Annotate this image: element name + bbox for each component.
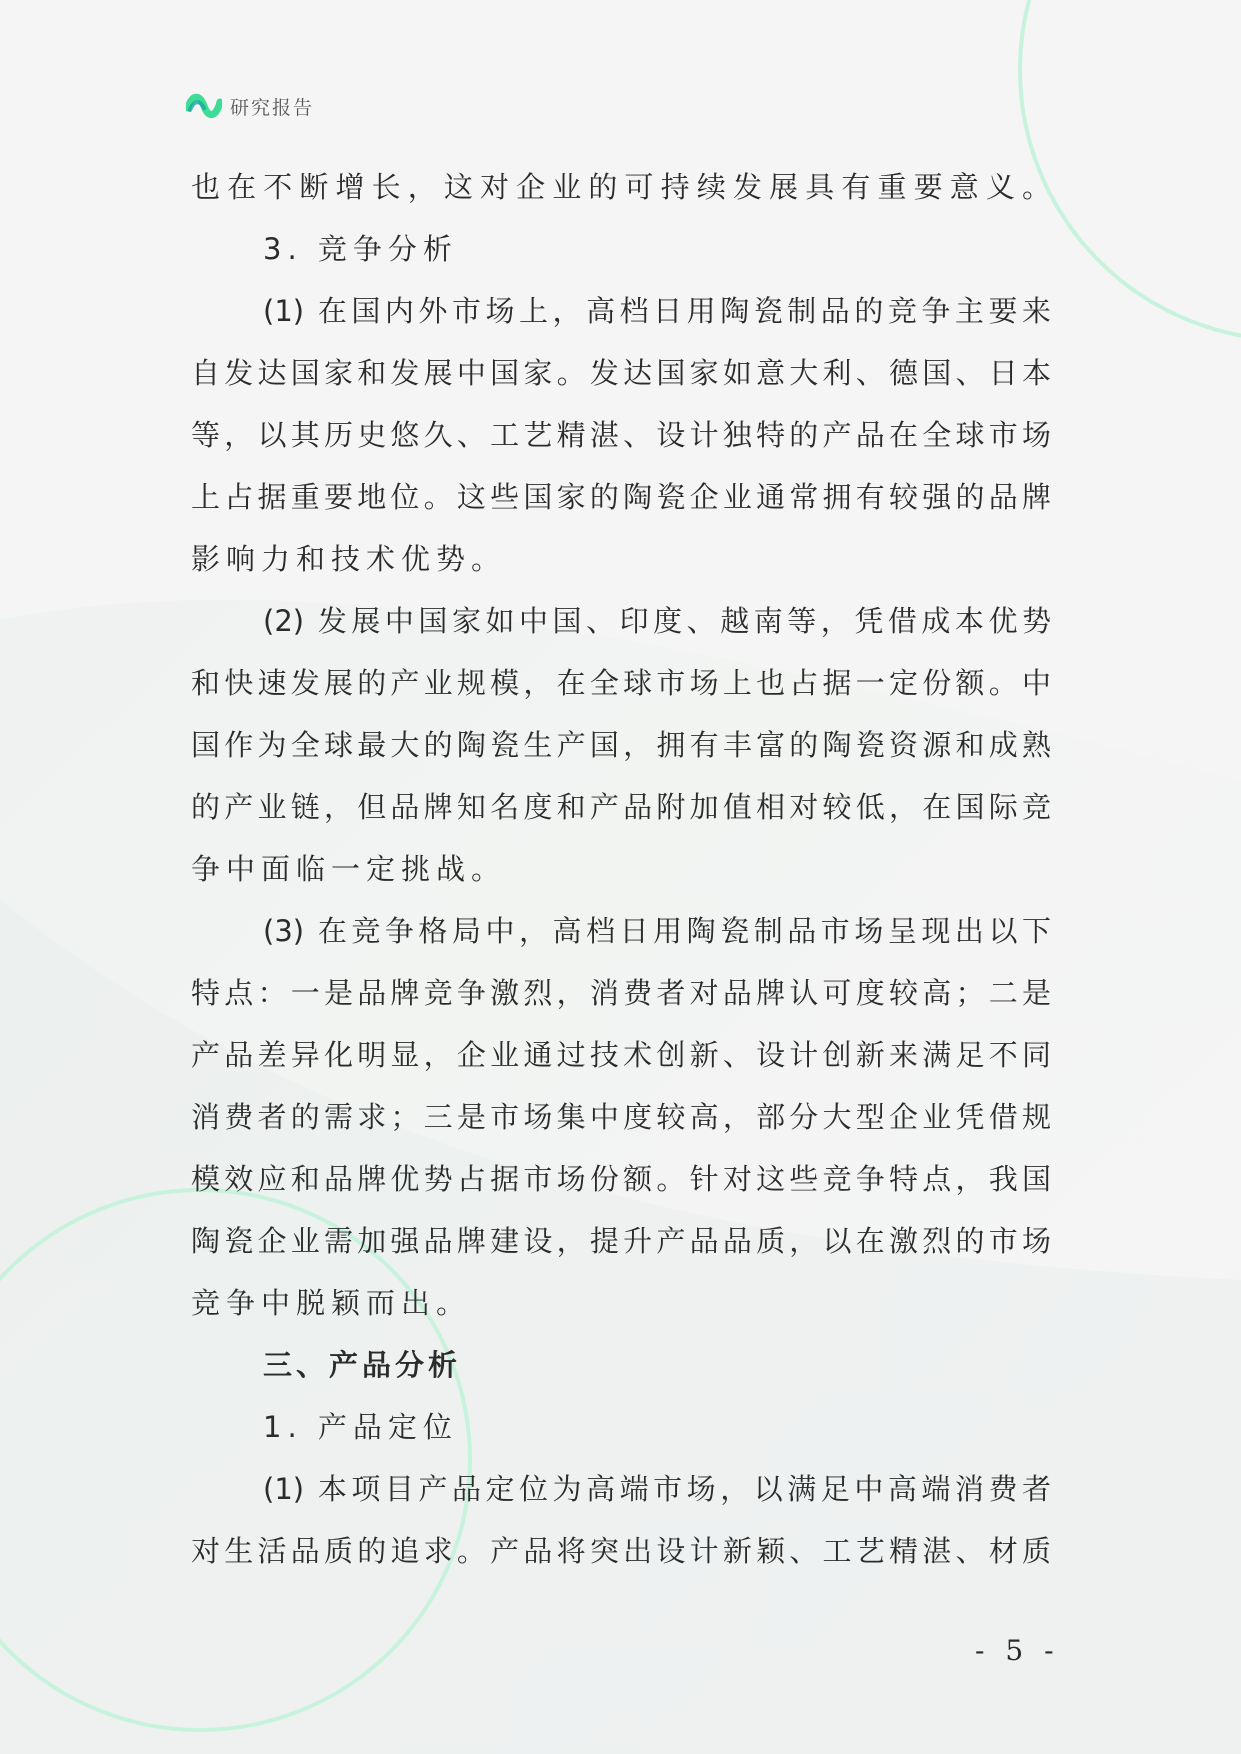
text-line: 也在不断增长，这对企业的可持续发展具有重要意义。 <box>191 170 1051 204</box>
text-line: 等，以其历史悠久、工艺精湛、设计独特的产品在全球市场 <box>191 418 1051 452</box>
page-number: - 5 - <box>975 1634 1060 1667</box>
text-line: 陶瓷企业需加强品牌建设，提升产品品质，以在激烈的市场 <box>191 1224 1051 1258</box>
section-heading: 1. 产品定位 <box>263 1410 458 1444</box>
text-line: (3) 在竞争格局中，高档日用陶瓷制品市场呈现出以下 <box>263 914 1051 948</box>
text-line: 产品差异化明显，企业通过技术创新、设计创新来满足不同 <box>191 1038 1051 1072</box>
chapter-heading: 三、产品分析 <box>263 1348 462 1382</box>
text-line: 上占据重要地位。这些国家的陶瓷企业通常拥有较强的品牌 <box>191 480 1051 514</box>
text-line: (1) 本项目产品定位为高端市场，以满足中高端消费者 <box>263 1472 1051 1506</box>
text-line: (2) 发展中国家如中国、印度、越南等，凭借成本优势 <box>263 604 1051 638</box>
document-header <box>186 88 314 124</box>
text-line: 对生活品质的追求。产品将突出设计新颖、工艺精湛、材质 <box>191 1534 1051 1568</box>
wave-logo-icon <box>186 90 222 122</box>
header-title: 研究报告 <box>230 96 315 119</box>
document-body <box>191 156 1051 1582</box>
text-line: 自发达国家和发展中国家。发达国家如意大利、德国、日本 <box>191 356 1051 390</box>
text-line: 和快速发展的产业规模，在全球市场上也占据一定份额。中 <box>191 666 1051 700</box>
text-line: 特点：一是品牌竞争激烈，消费者对品牌认可度较高；二是 <box>191 976 1051 1010</box>
text-line: 国作为全球最大的陶瓷生产国，拥有丰富的陶瓷资源和成熟 <box>191 728 1051 762</box>
section-heading: 3. 竞争分析 <box>263 232 458 266</box>
text-line: 消费者的需求；三是市场集中度较高，部分大型企业凭借规 <box>191 1100 1051 1134</box>
text-line: (1) 在国内外市场上，高档日用陶瓷制品的竞争主要来 <box>263 294 1051 328</box>
text-line: 的产业链，但品牌知名度和产品附加值相对较低，在国际竞 <box>191 790 1051 824</box>
text-line: 模效应和品牌优势占据市场份额。针对这些竞争特点，我国 <box>191 1162 1051 1196</box>
text-line: 争中面临一定挑战。 <box>191 852 507 886</box>
text-line: 竞争中脱颖而出。 <box>191 1286 472 1320</box>
text-line: 影响力和技术优势。 <box>191 542 507 576</box>
